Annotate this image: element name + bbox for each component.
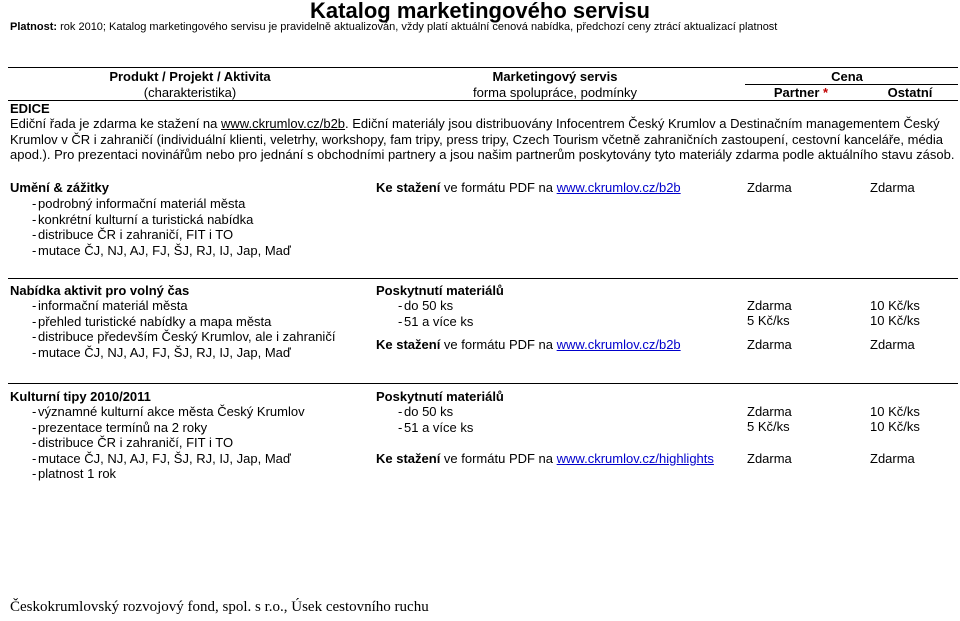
supply-row-label: do 50 ks	[404, 404, 454, 419]
validity-note	[10, 20, 777, 34]
download-link[interactable]: www.ckrumlov.cz/b2b	[556, 337, 681, 352]
download-text: ve formátu PDF na	[440, 337, 557, 352]
download-partner-price: Zdarma	[747, 180, 792, 195]
header-bottom-rule	[8, 100, 958, 101]
footer-text: Českokrumlovský rozvojový fond, spol. s r.o., Úsek cestovního ruchu	[10, 599, 429, 615]
download-row	[376, 451, 714, 466]
dash: -	[32, 344, 37, 360]
supply-row-label: 51 a více ks	[404, 419, 474, 435]
header-service-title: Marketingový servis	[492, 69, 618, 84]
header-other: Ostatní	[887, 85, 933, 100]
supply-row-label: 51 a více ks	[404, 313, 474, 329]
validity-text: rok 2010; Katalog marketingového servisu je pravidelně aktualizován, vždy platí aktuální cenová nabídka, předchozí ceny ztrácí aktualizací platnost	[57, 21, 778, 33]
supply-other-price: 10 Kč/ks	[870, 419, 920, 434]
list-item	[10, 451, 305, 467]
list-item-text: prezentace termínů na 2 roky	[38, 419, 208, 435]
list-item	[10, 435, 305, 451]
edice-intro-rest: . Ediční materiály jsou distribuovány Infocentrem Český Krumlov a Destinačním managementem Český Krumlov v ČR i zahraničí (individuální klienti, veletrhy, workshopy, fam tripy, press tripy, Czech Tourism včetně zahraničních zastoupení, cestovní kanceláře, média apod.). Pro prezentaci novinářům nebo pro jednání s obchodními partnery a jsou našim partnerům poskytovány tyto materiály zdarma podle aktuálního stavu zásob.	[10, 116, 955, 162]
download-text: ve formátu PDF na	[440, 451, 557, 466]
edice-intro-link[interactable]: www.ckrumlov.cz/b2b	[221, 116, 346, 131]
section-rule	[8, 278, 958, 279]
download-other-price: Zdarma	[870, 337, 915, 352]
list-item-text: mutace ČJ, NJ, AJ, FJ, ŠJ, RJ, IJ, Jap, Maď	[38, 242, 291, 258]
section-title: Umění & zážitky	[10, 180, 109, 195]
list-item	[10, 212, 291, 228]
download-partner-price: Zdarma	[747, 451, 792, 466]
supply-row	[376, 404, 473, 420]
download-row	[376, 337, 681, 352]
dash: -	[32, 313, 37, 329]
dash: -	[32, 450, 37, 466]
list-item	[10, 227, 291, 243]
dash: -	[32, 435, 37, 450]
supply-title: Poskytnutí materiálů	[376, 283, 504, 298]
supply-other-price: 10 Kč/ks	[870, 404, 920, 419]
dash: -	[32, 227, 37, 242]
list-item	[10, 329, 335, 345]
dash: -	[32, 404, 37, 419]
dash: -	[32, 196, 37, 211]
section-items	[10, 196, 291, 258]
header-price-title: Cena	[831, 69, 863, 84]
header-product-title: Produkt / Projekt / Aktivita	[109, 69, 271, 84]
download-label: Ke stažení	[376, 180, 441, 195]
edice-intro-text: Ediční řada je zdarma ke stažení na	[10, 116, 222, 131]
asterisk-mark: *	[819, 85, 829, 100]
validity-label: Platnost:	[10, 21, 58, 33]
supply-partner-price: Zdarma	[747, 404, 792, 419]
list-item-text: distribuce ČR i zahraničí, FIT i TO	[38, 435, 234, 450]
download-link[interactable]: www.ckrumlov.cz/highlights	[556, 451, 714, 466]
list-item-text: mutace ČJ, NJ, AJ, FJ, ŠJ, RJ, IJ, Jap, Maď	[38, 450, 291, 466]
partner-label: Partner	[773, 85, 820, 100]
header-partner	[742, 85, 860, 100]
supply-row	[376, 298, 473, 314]
section-title: Kulturní tipy 2010/2011	[10, 389, 151, 404]
list-item-text: přehled turistické nabídky a mapa města	[38, 313, 272, 329]
download-other-price: Zdarma	[870, 180, 915, 195]
dash: -	[32, 466, 37, 481]
header-product-sub: (charakteristika)	[143, 85, 237, 100]
list-item-text: podrobný informační materiál města	[38, 196, 246, 211]
supply-rows	[376, 298, 473, 329]
dash: -	[398, 298, 403, 313]
list-item	[10, 196, 291, 212]
list-item-text: mutace ČJ, NJ, AJ, FJ, ŠJ, RJ, IJ, Jap, Maď	[38, 344, 291, 360]
supply-partner-price: Zdarma	[747, 298, 792, 313]
list-item-text: konkrétní kulturní a turistická nabídka	[38, 211, 254, 227]
page-title: Katalog marketingového servisu	[310, 0, 650, 23]
header-top-rule	[8, 67, 958, 68]
header-service-sub: forma spolupráce, podmínky	[472, 85, 638, 100]
dash: -	[32, 329, 37, 344]
list-item-text: platnost 1 rok	[38, 466, 117, 481]
list-item-text: významné kulturní akce města Český Krumlov	[38, 404, 305, 419]
download-label: Ke stažení	[376, 337, 441, 352]
dash: -	[32, 211, 37, 227]
section-items	[10, 298, 335, 360]
edice-intro	[10, 116, 955, 163]
list-item	[10, 466, 305, 482]
section-title: Nabídka aktivit pro volný čas	[10, 283, 190, 298]
dash: -	[398, 313, 403, 329]
dash: -	[32, 298, 37, 313]
download-label: Ke stažení	[376, 451, 441, 466]
download-text: ve formátu PDF na	[440, 180, 557, 195]
list-item-text: distribuce především Český Krumlov, ale i zahraničí	[38, 329, 336, 344]
list-item-text: informační materiál města	[38, 298, 188, 313]
download-partner-price: Zdarma	[747, 337, 792, 352]
supply-other-price: 10 Kč/ks	[870, 298, 920, 313]
supply-row-label: do 50 ks	[404, 298, 454, 313]
supply-other-price: 10 Kč/ks	[870, 313, 920, 328]
supply-partner-price: 5 Kč/ks	[747, 419, 790, 434]
list-item	[10, 404, 305, 420]
download-row	[376, 180, 681, 195]
list-item-text: distribuce ČR i zahraničí, FIT i TO	[38, 227, 234, 242]
dash: -	[32, 419, 37, 435]
list-item	[10, 345, 335, 361]
supply-row	[376, 420, 473, 436]
section-rule	[8, 383, 958, 384]
download-link[interactable]: www.ckrumlov.cz/b2b	[556, 180, 681, 195]
dash: -	[398, 404, 403, 419]
supply-partner-price: 5 Kč/ks	[747, 313, 790, 328]
list-item	[10, 298, 335, 314]
download-other-price: Zdarma	[870, 451, 915, 466]
section-items	[10, 404, 305, 482]
dash: -	[32, 242, 37, 258]
supply-row	[376, 314, 473, 330]
list-item	[10, 314, 335, 330]
supply-title: Poskytnutí materiálů	[376, 389, 504, 404]
edice-heading: EDICE	[10, 101, 50, 116]
dash: -	[398, 419, 403, 435]
list-item	[10, 420, 305, 436]
list-item	[10, 243, 291, 259]
supply-rows	[376, 404, 473, 435]
